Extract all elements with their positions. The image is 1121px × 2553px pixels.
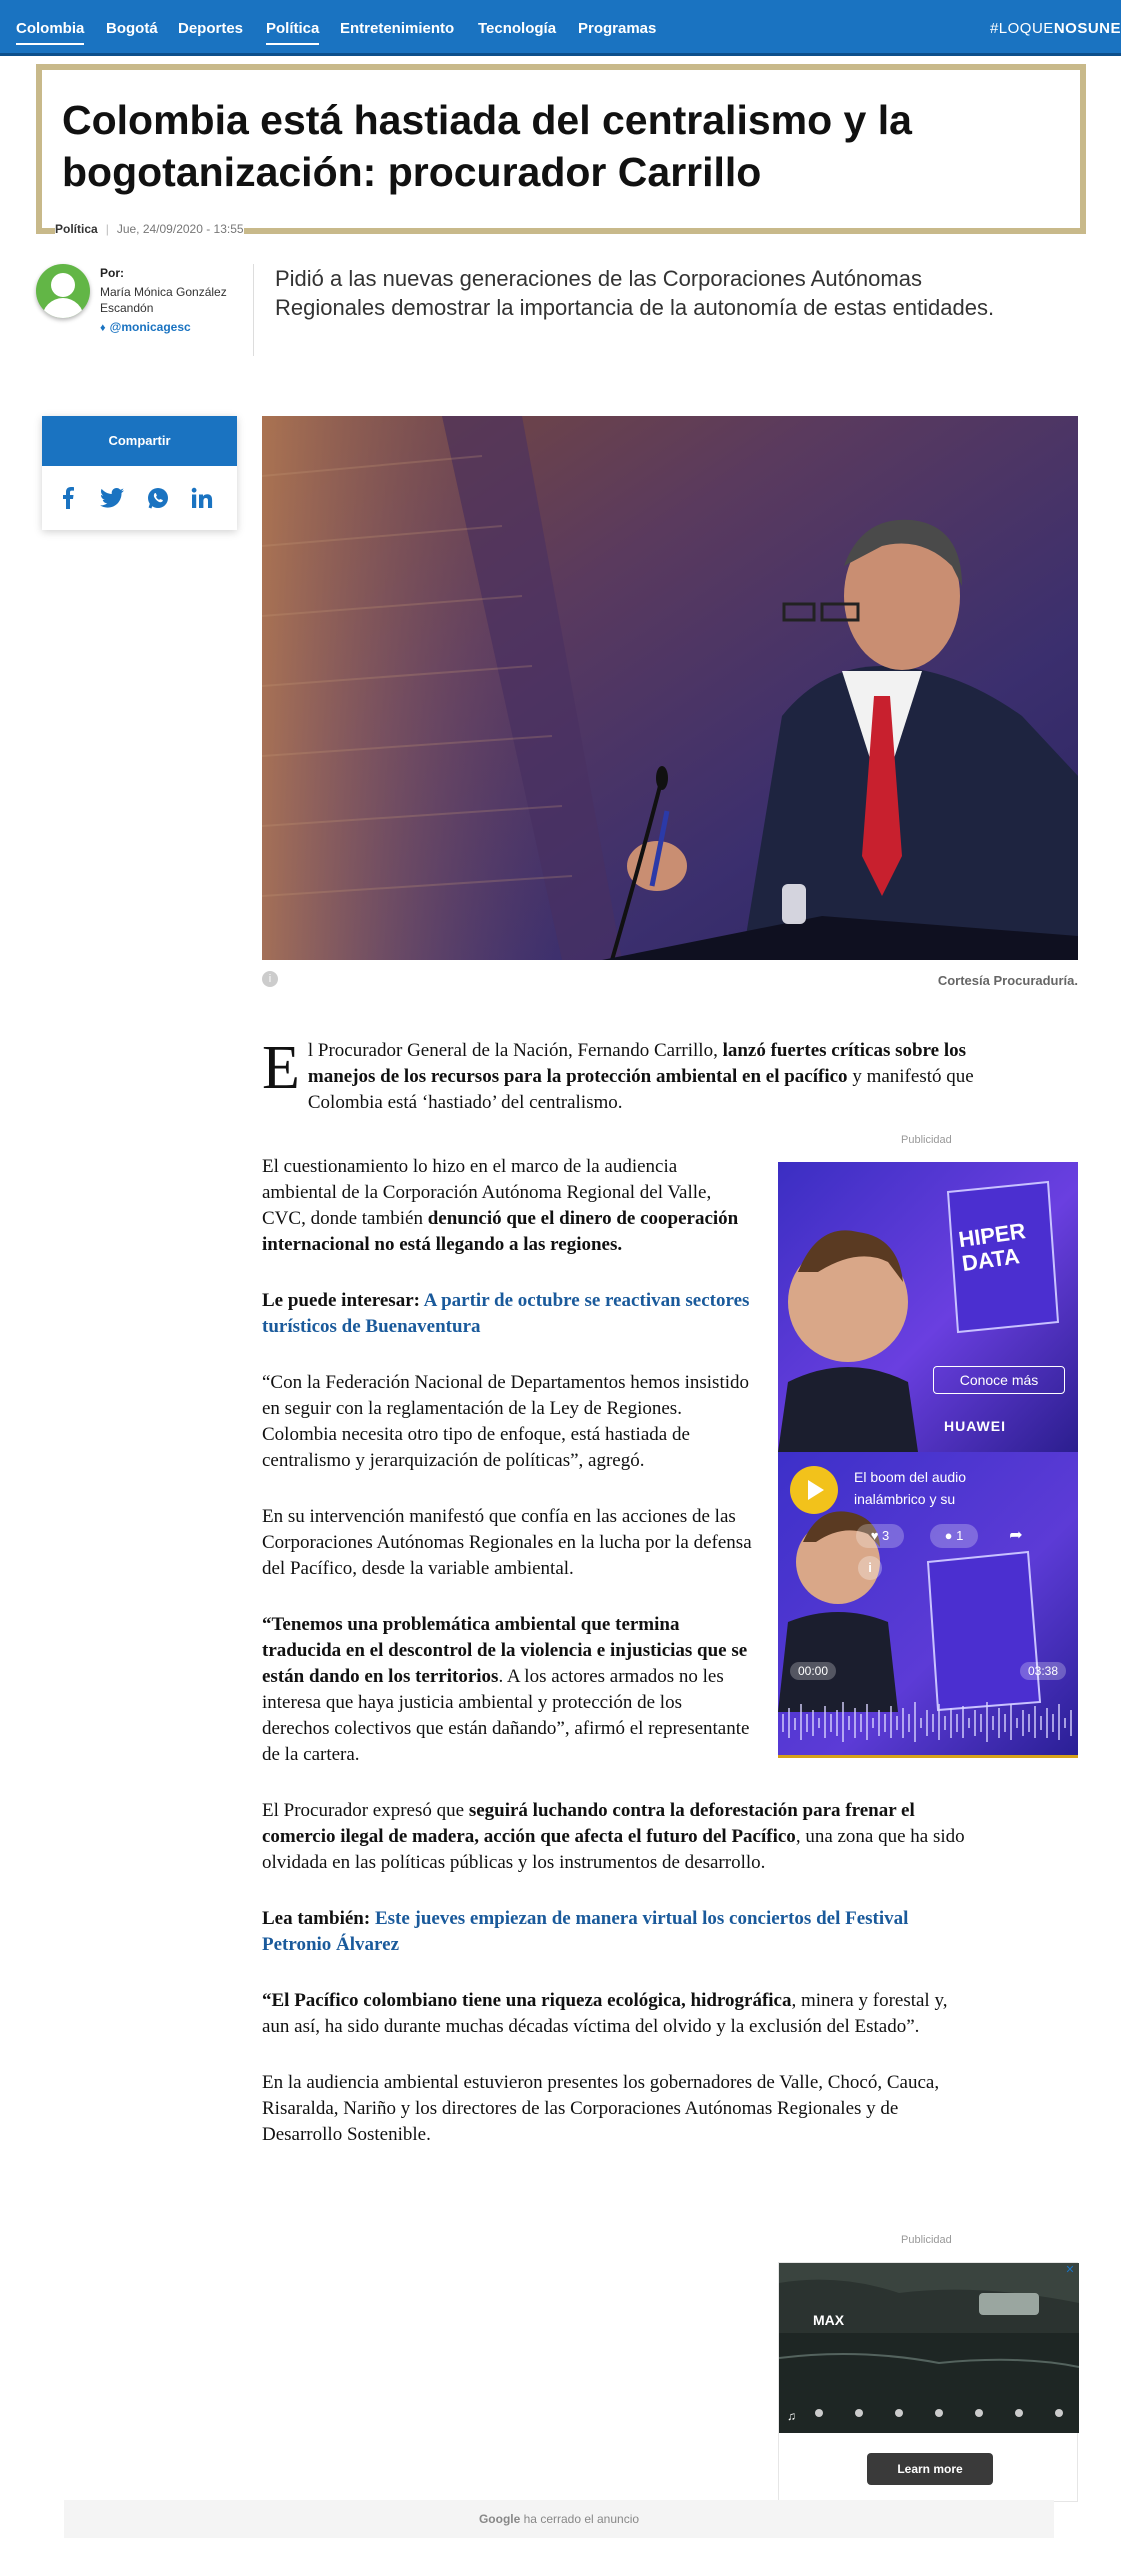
twitter-share-icon[interactable]: [98, 484, 126, 512]
publish-date: Jue, 24/09/2020 - 13:55: [116, 222, 244, 236]
share-box: [42, 416, 237, 530]
image-caption: Cortesía Procuraduría.: [937, 973, 1078, 988]
author-by-label: Por:: [100, 266, 124, 280]
huawei-logo: HUAWEI: [944, 1418, 1006, 1434]
nav-item-deportes[interactable]: Deportes: [178, 20, 244, 37]
facebook-icon[interactable]: [54, 484, 82, 512]
time-end: 03:38: [1020, 1662, 1066, 1680]
drop-cap: E: [262, 1034, 300, 1102]
author-avatar: [36, 264, 90, 318]
ad-video-frame: [779, 2263, 1079, 2433]
max-logo: MAX: [813, 2312, 845, 2328]
hiper-data-logo: HIPER DATA: [956, 1218, 1028, 1277]
category-link[interactable]: Política: [55, 222, 98, 236]
author-twitter-link[interactable]: ♦ @monicagesc: [100, 320, 191, 334]
twitter-icon: ♦: [100, 322, 106, 334]
linkedin-icon[interactable]: [188, 484, 216, 512]
learn-more-button[interactable]: Learn more: [867, 2453, 993, 2485]
title-box: [36, 64, 1086, 234]
nav-item-programas[interactable]: Programas: [578, 20, 657, 37]
article-paragraph: “Tenemos una problemática ambiental que termina traducida en el descontrol de la violencia e injusticias que se están dando en los territorios. A los actores armados no les interesa que haya justicia ambiental y protección de los derechos colectivos que están dañando”, afirmó el representante de la cartera.: [262, 1614, 750, 1765]
google-ad-closed-notice: Google ha cerrado el anuncio: [64, 2500, 1054, 2538]
audio-player-ad[interactable]: [778, 1452, 1078, 1758]
hashtag-link[interactable]: #LOQUENOSUNE: [989, 20, 1121, 37]
share-icon[interactable]: ➦: [1009, 1527, 1023, 1544]
close-icon[interactable]: ✕: [1065, 2264, 1075, 2276]
ad-label: Publicidad: [901, 1134, 952, 1146]
article-paragraph: “El Pacífico colombiano tiene una riqueza ecológica, hidrográfica, minera y forestal y, aun así, ha sido durante muchas décadas víctima del olvido y la exclusión del Estado”.: [262, 1990, 948, 2037]
top-navigation: [0, 0, 1121, 56]
nav-item-colombia[interactable]: Colombia: [16, 20, 84, 45]
related-article-link[interactable]: Este jueves empiezan de manera virtual los conciertos del Festival Petronio Álvarez: [262, 1908, 909, 1955]
article-paragraph: El Procurador General de la Nación, Fernando Carrillo, lanzó fuertes críticas sobre los manejos de los recursos para la protección ambiental en el pacífico y manifestó que Colombia está ‘hastiado’ del centralismo.: [262, 1034, 974, 1113]
article-image: [262, 416, 1078, 960]
author-name[interactable]: María Mónica González Escandón: [100, 285, 227, 315]
nav-item-entretenimiento[interactable]: Entretenimiento: [340, 20, 455, 37]
article-meta: Política | Jue, 24/09/2020 - 13:55: [55, 222, 244, 236]
article-paragraph: En su intervención manifestó que confía en las acciones de las Corporaciones Autónomas Regionales en la lucha por la defensa del Pacífico, desde la variable ambiental.: [262, 1506, 752, 1579]
related-link-paragraph: Le puede interesar: A partir de octubre se reactivan sectores turísticos de Buenaventura: [262, 1290, 750, 1337]
conoce-mas-button[interactable]: Conoce más: [933, 1366, 1065, 1394]
article-paragraph: “Con la Federación Nacional de Departamentos hemos insistido en seguir con la reglamentación de la Ley de Regiones. Colombia necesita otro tipo de enfoque, está hastiada de centralismo y jerarquización de políticas”, agregó.: [262, 1372, 750, 1471]
comment-icon: ●: [944, 1528, 953, 1543]
ad-label: Publicidad: [901, 2234, 952, 2246]
related-article-link[interactable]: A partir de octubre se reactivan sectores turísticos de Buenaventura: [262, 1290, 750, 1337]
heart-icon: ♥: [870, 1528, 879, 1543]
mute-icon[interactable]: ♫: [787, 2409, 796, 2423]
article-paragraph: En la audiencia ambiental estuvieron presentes los gobernadores de Valle, Chocó, Cauca, Risaralda, Nariño y los directores de las Corporaciones Autónomas Regionales y de Desarrollo Sostenible.: [262, 2072, 940, 2145]
whatsapp-icon[interactable]: [144, 484, 172, 512]
info-icon[interactable]: i: [858, 1556, 882, 1580]
article-lead: Pidió a las nuevas generaciones de las Corporaciones Autónomas Regionales demostrar la importancia de la autonomía de estas entidades.: [275, 266, 995, 320]
article-paragraph: El Procurador expresó que seguirá luchando contra la deforestación para frenar el comercio ilegal de madera, acción que afecta el futuro del Pacífico, una zona que ha sido olvidada en las políticas públicas y los instrumentos de desarrollo.: [262, 1800, 965, 1873]
info-icon[interactable]: i: [262, 971, 278, 987]
comment-button[interactable]: ● 1: [930, 1524, 978, 1548]
article-paragraph: El cuestionamiento lo hizo en el marco de la audiencia ambiental de la Corporación Autónoma Regional del Valle, CVC, donde también denunció que el dinero de cooperación internacional no está llegando a las regiones.: [262, 1156, 739, 1255]
nav-item-politica[interactable]: Política: [266, 20, 319, 45]
advertisement-video[interactable]: [778, 2262, 1078, 2502]
nav-item-tecnologia[interactable]: Tecnología: [478, 20, 557, 37]
play-button[interactable]: [790, 1466, 838, 1514]
nav-item-bogota[interactable]: Bogotá: [106, 20, 158, 37]
related-link-paragraph: Lea también: Este jueves empiezan de manera virtual los conciertos del Festival Petronio Álvarez: [262, 1908, 909, 1955]
divider: [253, 264, 254, 356]
share-title: Compartir: [42, 416, 237, 466]
time-start: 00:00: [790, 1662, 836, 1680]
page-title: Colombia está hastiada del centralismo y la bogotanización: procurador Carrillo: [62, 97, 912, 195]
like-button[interactable]: ♥ 3: [856, 1524, 904, 1548]
advertisement-banner[interactable]: [778, 1162, 1078, 1452]
player-title: El boom del audio inalámbrico y su: [854, 1469, 967, 1507]
